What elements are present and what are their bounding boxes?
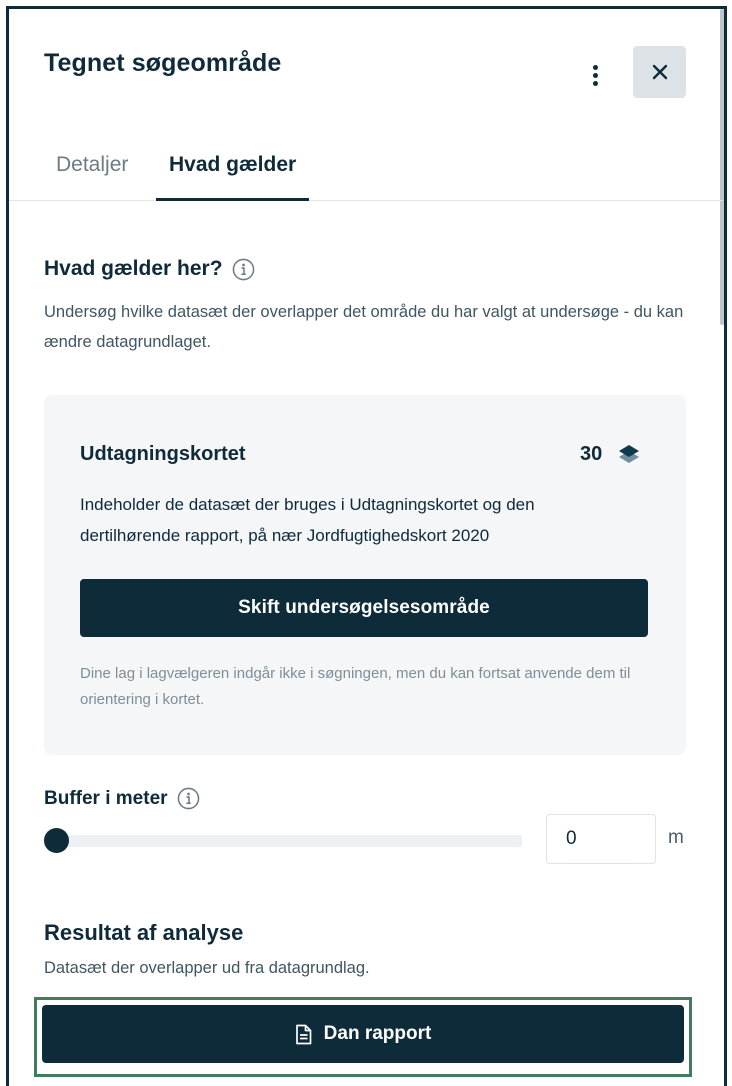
more-options-button[interactable] — [583, 60, 607, 90]
info-icon[interactable] — [177, 787, 200, 810]
layers-icon — [617, 442, 641, 470]
buffer-label: Buffer i meter — [44, 787, 168, 809]
create-report-button[interactable] — [42, 1005, 684, 1063]
buffer-slider-thumb[interactable] — [44, 828, 69, 853]
report-button-highlight — [34, 997, 692, 1077]
panel-title: Tegnet søgeområde — [44, 49, 282, 77]
buffer-slider-track[interactable] — [44, 835, 522, 847]
dataset-count: 30 — [580, 443, 603, 465]
buffer-input[interactable] — [546, 814, 656, 864]
dataset-card — [44, 395, 686, 755]
buffer-unit: m — [668, 827, 684, 848]
result-title: Resultat af analyse — [44, 920, 244, 945]
buffer-heading — [44, 787, 200, 810]
dataset-card-note: Dine lag i lagvælgeren indgår ikke i søgningen, men du kan fortsat anvende dem til orientering i kortet. — [80, 665, 631, 708]
section-title-text: Hvad gælder her? — [44, 257, 223, 280]
tab-hvad-gaelder[interactable]: Hvad gælder — [156, 153, 309, 201]
change-area-button[interactable]: Skift undersøgelsesområde — [80, 579, 648, 637]
side-panel — [6, 6, 727, 1086]
tab-bar — [9, 139, 723, 201]
close-icon — [652, 64, 668, 80]
tab-detaljer[interactable]: Detaljer — [56, 153, 129, 176]
close-button[interactable] — [633, 46, 686, 98]
more-vertical-icon-dot — [593, 81, 598, 86]
more-vertical-icon — [593, 65, 598, 70]
dataset-card-title: Udtagningskortet — [80, 443, 246, 465]
more-vertical-icon-dot — [593, 73, 598, 78]
section-description: Undersøg hvilke datasæt der overlapper det område du har valgt at undersøge - du kan ændre datagrundlaget. — [44, 303, 684, 351]
dataset-card-description: Indeholder de datasæt der bruges i Udtagningskortet og den dertilhørende rapport, på nær Jordfugtighedskort 2020 — [80, 495, 535, 545]
info-icon[interactable] — [232, 258, 255, 281]
create-report-label: Dan rapport — [323, 1023, 432, 1044]
document-icon — [295, 1024, 312, 1045]
result-description: Datasæt der overlapper ud fra datagrundlag. — [44, 959, 370, 977]
section-heading — [44, 257, 255, 281]
